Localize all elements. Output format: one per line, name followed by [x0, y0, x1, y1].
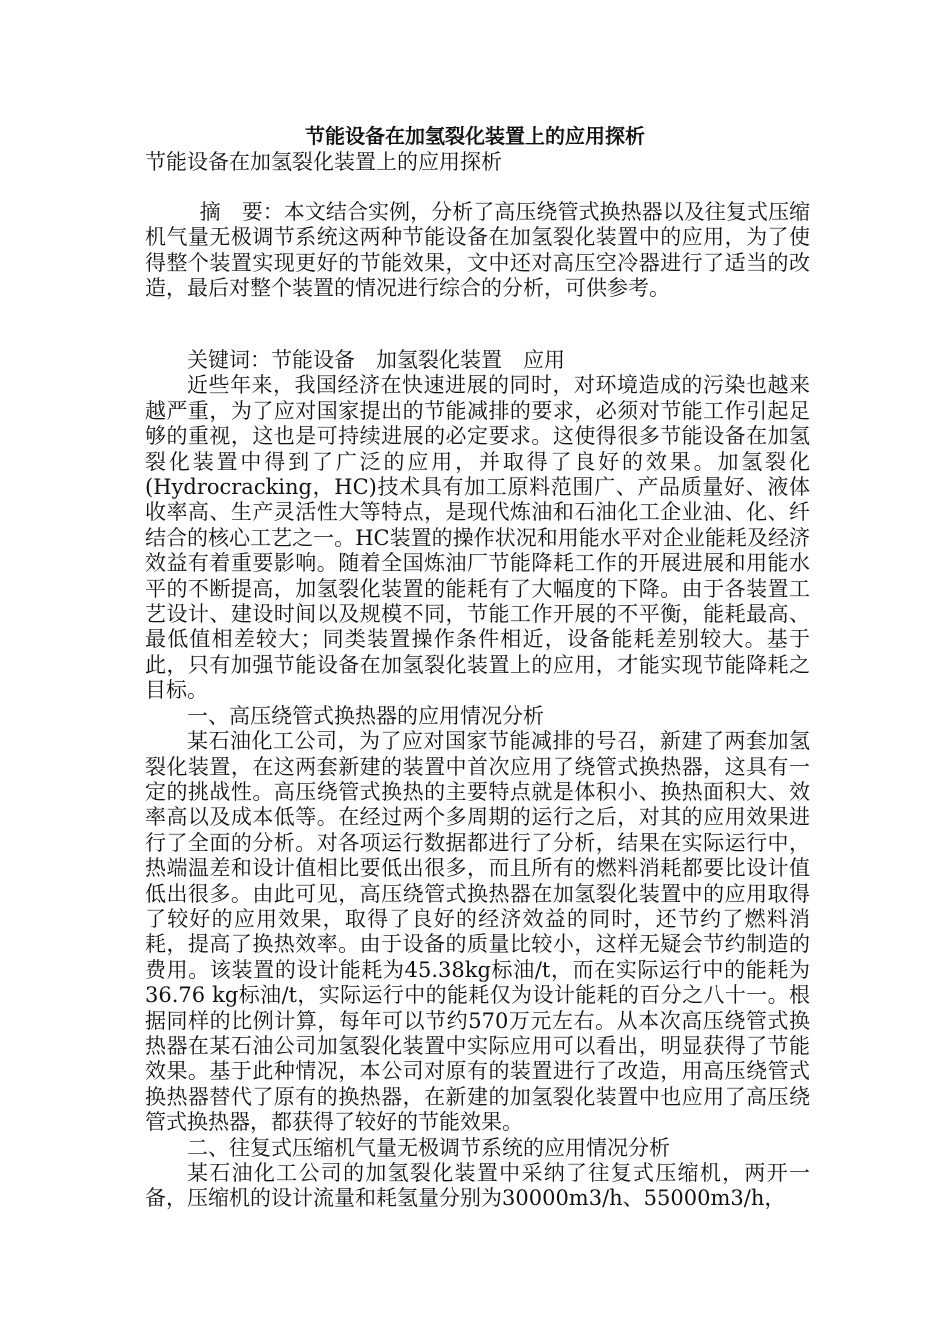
- body-paragraph: 近些年来，我国经济在快速进展的同时，对环境造成的污染也越来越严重，为了应对国家提出的节能减排的要求，必须对节能工作引起足够的重视，这也是可持续进展的必定要求。这使得很多节能设备在加氢裂化装置中得到了广泛的应用，并取得了良好的效果。加氢裂化(Hydrocracking，HC)技术具有加工原料范围广、产品质量好、液体收率高、生产灵活性大等特点，是现代炼油和石油化工企业油、化、纤结合的核心工艺之一。HC装置的操作状况和用能水平对企业能耗及经济效益有着重要影响。随着全国炼油厂节能降耗工作的开展进展和用能水平的不断提高，加氢裂化装置的能耗有了大幅度的下降。由于各装置工艺设计、建设时间以及规模不同，节能工作开展的不平衡，能耗最高、最低值相差较大；同类装置操作条件相近，设备能耗差别较大。基于此，只有加强节能设备在加氢裂化装置上的应用，才能实现节能降耗之目标。: [145, 373, 810, 703]
- document-title: 节能设备在加氢裂化装置上的应用探析: [305, 124, 645, 148]
- abstract-paragraph: 摘 要：本文结合实例，分析了高压绕管式换热器以及往复式压缩机气量无极调节系统这两种节能设备在加氢裂化装置中的应用，为了使得整个装置实现更好的节能效果，文中还对高压空冷器进行了适当的改造，最后对整个装置的情况进行综合的分析，可供参考。: [145, 200, 810, 301]
- keywords-line: 关键词：节能设备 加氢裂化装置 应用: [187, 348, 565, 372]
- document-subtitle: 节能设备在加氢裂化装置上的应用探析: [145, 150, 502, 174]
- section-heading: 一、高压绕管式换热器的应用情况分析: [187, 703, 544, 728]
- body-paragraph: 某石油化工公司，为了应对国家节能减排的号召，新建了两套加氢裂化装置，在这两套新建的装置中首次应用了绕管式换热器，这具有一定的挑战性。高压绕管式换热的主要特点就是体积小、换热面积大、效率高以及成本低等。在经过两个多周期的运行之后，对其的应用效果进行了全面的分析。对各项运行数据都进行了分析，结果在实际运行中，热端温差和设计值相比要低出很多，而且所有的燃料消耗都要比设计值低出很多。由此可见，高压绕管式换热器在加氢裂化装置中的应用取得了较好的应用效果，取得了良好的经济效益的同时，还节约了燃料消耗，提高了换热效率。由于设备的质量比较小，这样无疑会节约制造的费用。该装置的设计能耗为45.38kg标油/t，而在实际运行中的能耗为36.76 kg标油/t，实际运行中的能耗仅为设计能耗的百分之八十一。根据同样的比例计算，每年可以节约570万元左右。从本次高压绕管式换热器在某石油公司加氢裂化装置中实际应用可以看出，明显获得了节能效果。基于此种情况，本公司对原有的装置进行了改造，用高压绕管式换热器替代了原有的换热器，在新建的加氢裂化装置中也应用了高压绕管式换热器，都获得了较好的节能效果。: [145, 729, 810, 1135]
- body-paragraph: 某石油化工公司的加氢裂化装置中采纳了往复式压缩机，两开一备，压缩机的设计流量和耗氢量分别为30000m3/h、55000m3/h，: [145, 1161, 810, 1211]
- abstract-section: [145, 200, 810, 302]
- body-section: [145, 348, 810, 1212]
- section-heading: 二、往复式压缩机气量无极调节系统的应用情况分析: [187, 1135, 670, 1160]
